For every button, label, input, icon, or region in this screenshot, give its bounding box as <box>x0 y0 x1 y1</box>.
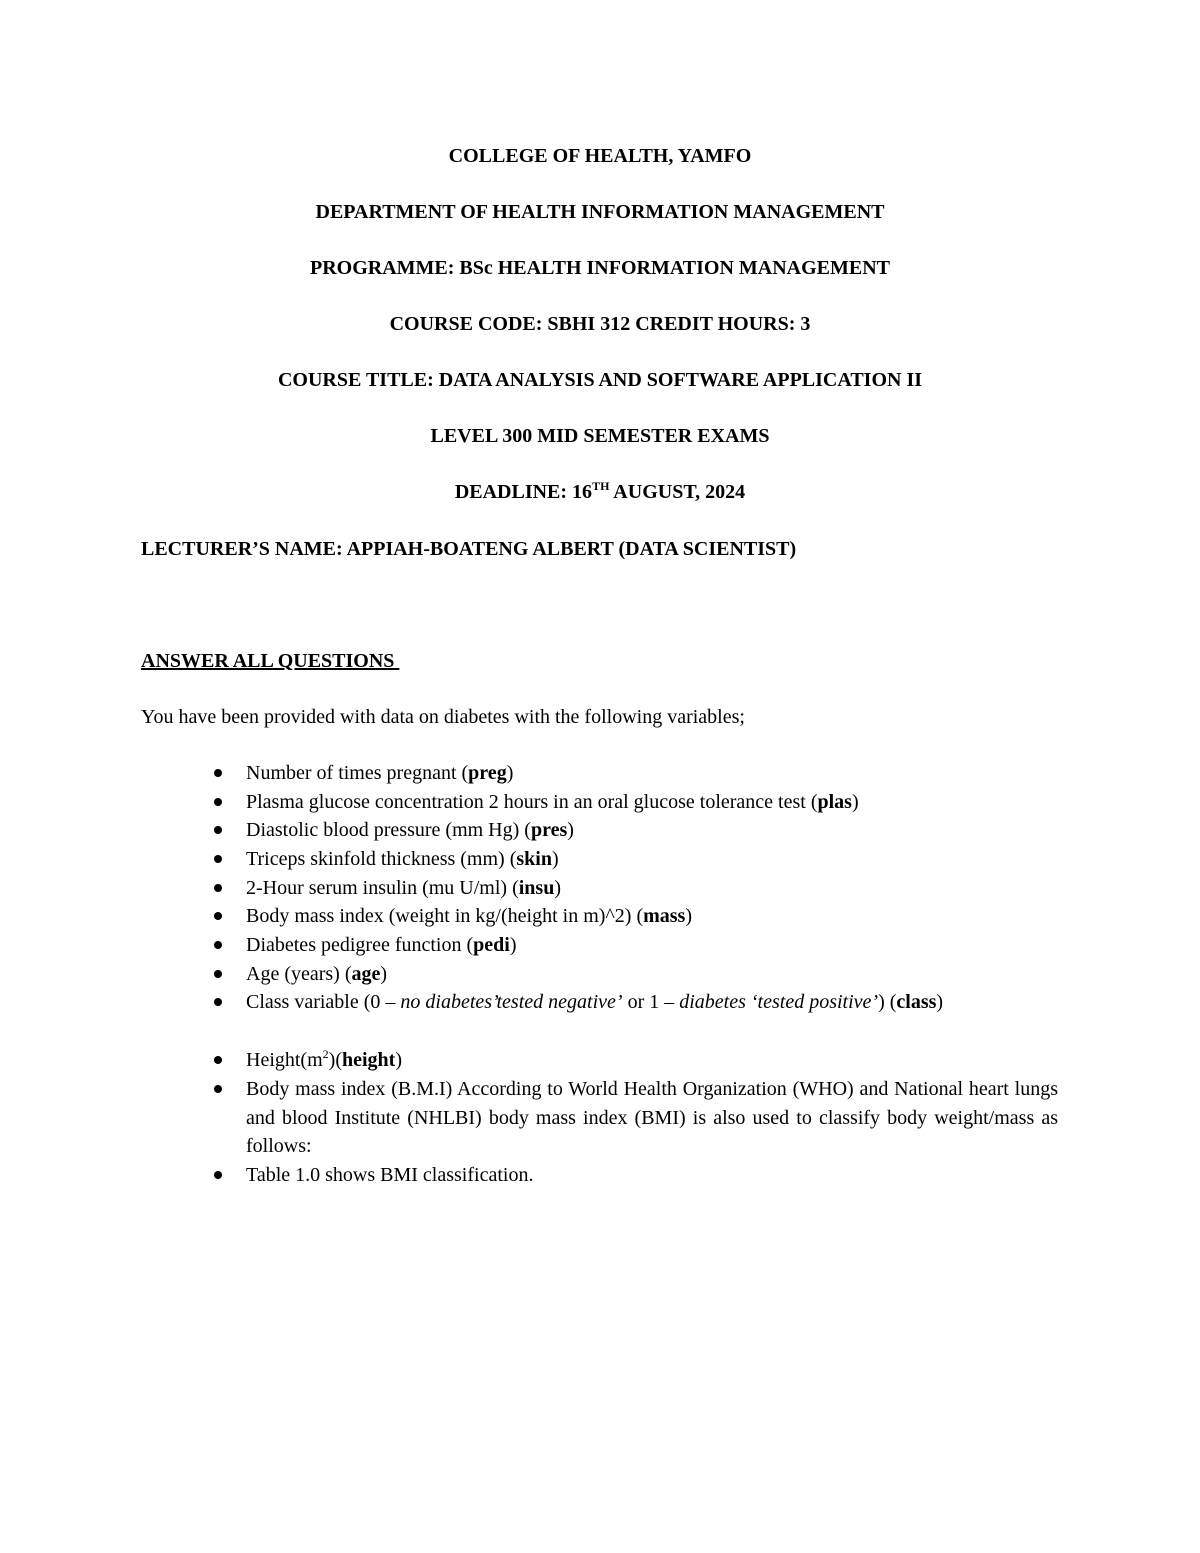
variable-code: height <box>341 1049 396 1071</box>
course-title: COURSE TITLE: DATA ANALYSIS AND SOFTWARE APPLICATION II <box>277 369 923 391</box>
variable-description: Plasma glucose concentration 2 hours in an oral glucose tolerance test ( <box>246 791 818 813</box>
bullet-icon <box>214 941 222 949</box>
deadline-suffix: AUGUST, 2024 <box>609 481 746 503</box>
negative-class-label: no diabetes’tested negative’ <box>400 991 623 1013</box>
bullet-icon <box>214 1085 222 1093</box>
bullet-icon <box>214 884 222 892</box>
bullet-icon <box>214 855 222 863</box>
variable-close: ) <box>851 791 859 813</box>
variable-description: Diastolic blood pressure (mm Hg) ( <box>246 819 531 841</box>
list-item <box>246 759 1058 788</box>
programme-name: PROGRAMME: BSc HEALTH INFORMATION MANAGEMENT <box>310 257 890 279</box>
variable-description-mid: or 1 – <box>622 991 680 1013</box>
deadline <box>0 480 1200 504</box>
variable-code: preg <box>468 762 507 784</box>
exam-level: LEVEL 300 MID SEMESTER EXAMS <box>430 425 770 447</box>
variable-description: Triceps skinfold thickness (mm) ( <box>246 848 517 870</box>
variable-description: Diabetes pedigree function ( <box>246 934 474 956</box>
department-name: DEPARTMENT OF HEALTH INFORMATION MANAGEMENT <box>315 201 885 223</box>
variable-close: ) <box>506 762 514 784</box>
bullet-icon <box>214 826 222 834</box>
variable-code: age <box>351 963 381 985</box>
variable-close: ) <box>554 877 562 899</box>
variable-close: ) <box>567 819 574 841</box>
bullet-icon <box>214 769 222 777</box>
list-item <box>246 788 1058 817</box>
bullet-icon <box>214 798 222 806</box>
variable-description-end: )( <box>328 1049 342 1071</box>
variable-description-end: ) ( <box>878 991 897 1013</box>
section-heading: ANSWER ALL QUESTIONS <box>141 650 400 672</box>
bmi-note: Body mass index (B.M.I) According to World Health Organization (WHO) and National heart lungs and blood Institute (NHLBI) body mass index (BMI) is also used to classify body weight/mass as follows: <box>246 1078 1058 1158</box>
variable-close: ) <box>509 934 517 956</box>
variable-description: Class variable (0 – <box>246 991 401 1013</box>
bullet-icon <box>214 970 222 978</box>
variable-code: pres <box>530 819 568 841</box>
variable-close: ) <box>685 905 693 927</box>
variable-code: skin <box>516 848 552 870</box>
variable-code: pedi <box>473 934 510 956</box>
variable-close: ) <box>936 991 944 1013</box>
variable-description: Body mass index (weight in kg/(height in m)^2) ( <box>246 905 644 927</box>
bullet-icon <box>214 998 222 1006</box>
list-item <box>246 960 1058 989</box>
list-item <box>246 1161 1058 1190</box>
variable-close: ) <box>551 848 559 870</box>
list-item <box>246 1075 1058 1161</box>
superscript-2: 2 <box>322 1047 329 1061</box>
list-item <box>246 988 1006 1017</box>
bullet-icon <box>214 912 222 920</box>
college-name: COLLEGE OF HEALTH, YAMFO <box>448 145 752 167</box>
variable-code: class <box>896 991 937 1013</box>
list-item <box>246 816 1058 845</box>
variable-description: Height(m <box>246 1049 323 1071</box>
intro-text: You have been provided with data on diabetes with the following variables; <box>141 706 745 728</box>
lecturer-name: LECTURER’S NAME: APPIAH-BOATENG ALBERT (DATA SCIENTIST) <box>141 538 797 560</box>
list-item <box>246 1046 1058 1075</box>
list-item <box>246 845 1058 874</box>
table-reference: Table 1.0 shows BMI classification. <box>246 1164 534 1186</box>
variable-close: ) <box>395 1049 402 1071</box>
variable-code: mass <box>643 905 686 927</box>
variable-close: ) <box>380 963 388 985</box>
positive-class-label: diabetes ‘tested positive’ <box>679 991 879 1013</box>
list-item <box>246 874 1058 903</box>
variable-code: insu <box>518 877 555 899</box>
deadline-prefix: DEADLINE: 16 <box>454 481 593 503</box>
variable-description: 2-Hour serum insulin (mu U/ml) ( <box>246 877 519 899</box>
course-code: COURSE CODE: SBHI 312 CREDIT HOURS: 3 <box>389 313 811 335</box>
bullet-icon <box>214 1056 222 1064</box>
variable-description: Number of times pregnant ( <box>246 762 469 784</box>
bullet-icon <box>214 1171 222 1179</box>
variable-description: Age (years) ( <box>246 963 352 985</box>
list-item <box>246 902 1058 931</box>
variable-code: plas <box>817 791 852 813</box>
list-item <box>246 931 1058 960</box>
deadline-superscript: TH <box>592 479 610 493</box>
